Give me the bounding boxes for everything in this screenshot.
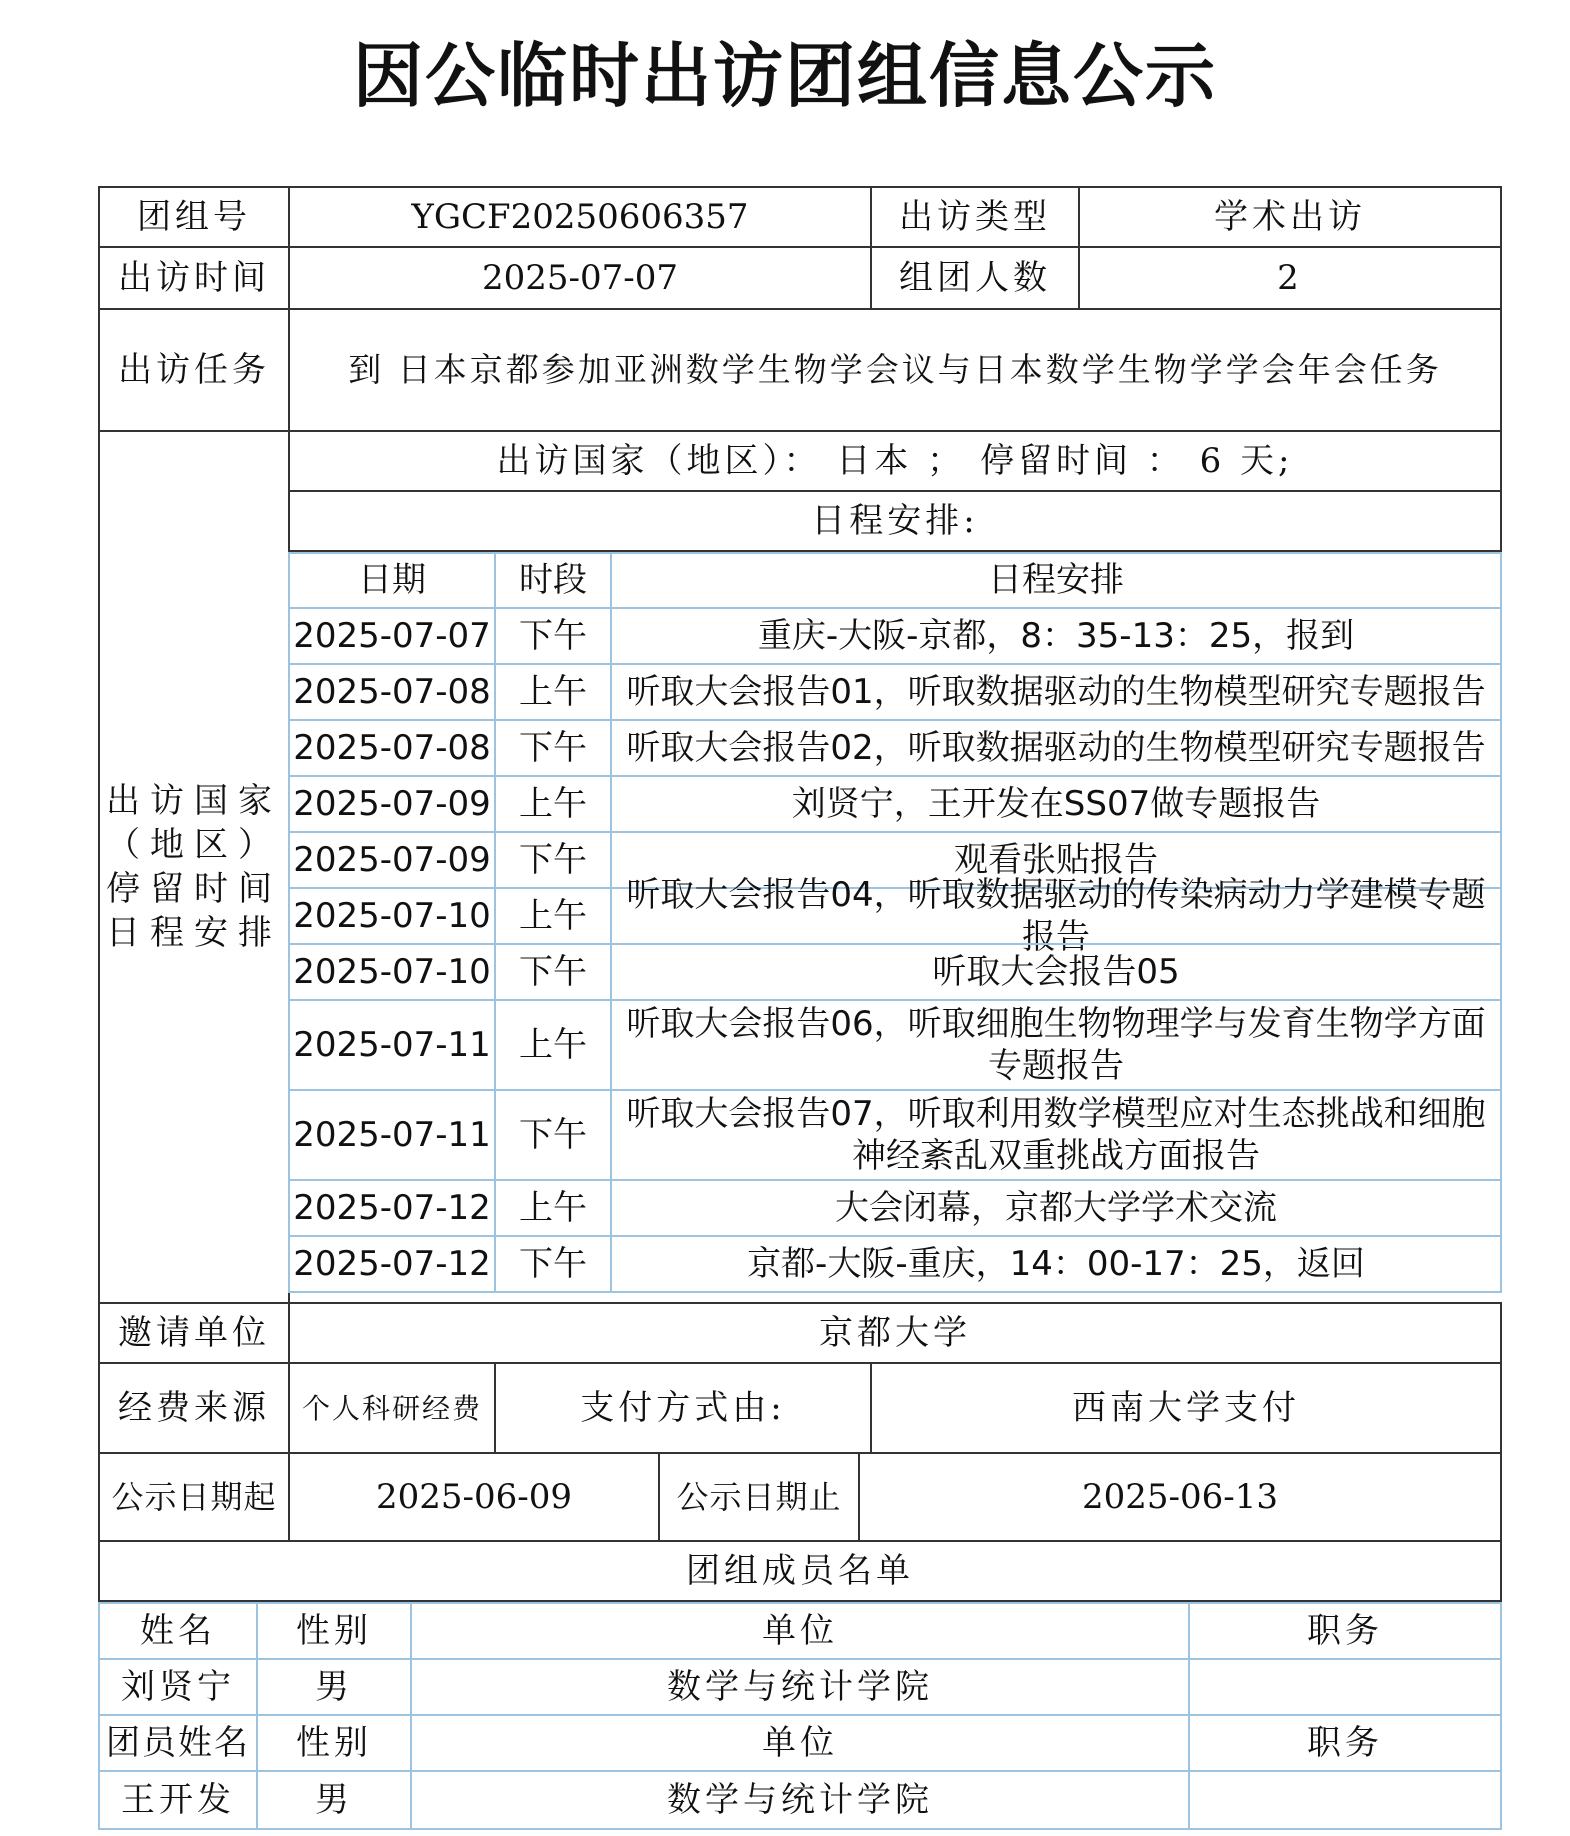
schedule-row-period: 上午 xyxy=(494,1179,612,1237)
leader-name: 刘贤宁 xyxy=(98,1658,258,1716)
schedule-row-period: 下午 xyxy=(494,1235,612,1293)
schedule-title: 日程安排: xyxy=(288,490,1502,552)
funding-value: 个人科研经费 xyxy=(288,1362,496,1454)
itinerary-side-label xyxy=(98,430,290,1304)
member-name: 王开发 xyxy=(98,1770,258,1830)
schedule-row-date: 2025-07-12 xyxy=(288,1235,496,1293)
schedule-row-period: 下午 xyxy=(494,1089,612,1181)
schedule-row-date: 2025-07-11 xyxy=(288,1089,496,1181)
leader-header-name: 姓名 xyxy=(98,1602,258,1660)
schedule-row-date: 2025-07-10 xyxy=(288,887,496,945)
member-header-position: 职务 xyxy=(1188,1714,1502,1772)
visit-time-value: 2025-07-07 xyxy=(288,246,872,310)
page-title: 因公临时出访团组信息公示 xyxy=(353,35,1217,117)
schedule-row-period: 下午 xyxy=(494,607,612,665)
schedule-row-date: 2025-07-11 xyxy=(288,999,496,1091)
schedule-row-content: 听取大会报告06，听取细胞生物物理学与发育生物学方面专题报告 xyxy=(610,999,1502,1091)
member-unit: 数学与统计学院 xyxy=(410,1770,1190,1830)
schedule-row-period: 上午 xyxy=(494,663,612,721)
visit-type-value: 学术出访 xyxy=(1078,186,1502,248)
schedule-row-period: 上午 xyxy=(494,887,612,945)
schedule-header-date: 日期 xyxy=(288,552,496,609)
side-label-line: 出访国家 xyxy=(106,780,282,821)
group-no-label: 团组号 xyxy=(98,186,290,248)
schedule-row-date: 2025-07-09 xyxy=(288,775,496,833)
schedule-row-content: 听取大会报告04，听取数据驱动的传染病动力学建模专题报告 xyxy=(610,887,1502,945)
member-header-name: 团员姓名 xyxy=(98,1714,258,1772)
pay-label: 支付方式由: xyxy=(494,1362,872,1454)
schedule-row-content: 大会闭幕，京都大学学术交流 xyxy=(610,1179,1502,1237)
side-label-line: （地区） xyxy=(106,824,282,865)
notice-end-label: 公示日期止 xyxy=(658,1452,860,1542)
group-size-label: 组团人数 xyxy=(870,246,1080,310)
leader-position xyxy=(1188,1658,1502,1716)
leader-unit: 数学与统计学院 xyxy=(410,1658,1190,1716)
schedule-row-period: 下午 xyxy=(494,831,612,889)
schedule-row-period: 上午 xyxy=(494,775,612,833)
schedule-row-period: 上午 xyxy=(494,999,612,1091)
schedule-row-content: 听取大会报告01，听取数据驱动的生物模型研究专题报告 xyxy=(610,663,1502,721)
inviter-value: 京都大学 xyxy=(288,1302,1502,1364)
inviter-label: 邀请单位 xyxy=(98,1302,290,1364)
schedule-row-date: 2025-07-07 xyxy=(288,607,496,665)
group-size-value: 2 xyxy=(1078,246,1502,310)
task-label: 出访任务 xyxy=(98,308,290,432)
visit-type-label: 出访类型 xyxy=(870,186,1080,248)
leader-header-gender: 性别 xyxy=(256,1602,412,1660)
leader-header-unit: 单位 xyxy=(410,1602,1190,1660)
schedule-row-date: 2025-07-09 xyxy=(288,831,496,889)
leader-gender: 男 xyxy=(256,1658,412,1716)
members-title: 团组成员名单 xyxy=(98,1540,1502,1602)
schedule-row-date: 2025-07-12 xyxy=(288,1179,496,1237)
schedule-row-content: 重庆-大阪-京都，8：35-13：25，报到 xyxy=(610,607,1502,665)
schedule-row-date: 2025-07-08 xyxy=(288,719,496,777)
schedule-row-content: 刘贤宁，王开发在SS07做专题报告 xyxy=(610,775,1502,833)
notice-start-value: 2025-06-09 xyxy=(288,1452,660,1542)
schedule-row-content: 听取大会报告07，听取利用数学模型应对生态挑战和细胞神经紊乱双重挑战方面报告 xyxy=(610,1089,1502,1181)
task-value: 到 日本京都参加亚洲数学生物学会议与日本数学生物学学会年会任务 xyxy=(288,308,1502,432)
member-header-gender: 性别 xyxy=(256,1714,412,1772)
notice-start-label: 公示日期起 xyxy=(98,1452,290,1542)
schedule-row-content: 听取大会报告05 xyxy=(610,943,1502,1001)
notice-end-value: 2025-06-13 xyxy=(858,1452,1502,1542)
funding-label: 经费来源 xyxy=(98,1362,290,1454)
member-gender: 男 xyxy=(256,1770,412,1830)
side-label-line: 停留时间 xyxy=(106,869,282,909)
schedule-row-content: 听取大会报告02，听取数据驱动的生物模型研究专题报告 xyxy=(610,719,1502,777)
schedule-row-period: 下午 xyxy=(494,719,612,777)
country-stay: 出访国家（地区）： 日本 ； 停留时间 ： 6 天; xyxy=(288,430,1502,492)
schedule-header-period: 时段 xyxy=(494,552,612,609)
schedule-row-date: 2025-07-10 xyxy=(288,943,496,1001)
schedule-row-period: 下午 xyxy=(494,943,612,1001)
leader-header-position: 职务 xyxy=(1188,1602,1502,1660)
member-position xyxy=(1188,1770,1502,1830)
pay-value: 西南大学支付 xyxy=(870,1362,1502,1454)
schedule-row-content: 京都-大阪-重庆，14：00-17：25，返回 xyxy=(610,1235,1502,1293)
group-no-value: YGCF20250606357 xyxy=(288,186,872,248)
member-header-unit: 单位 xyxy=(410,1714,1190,1772)
schedule-header-content: 日程安排 xyxy=(610,552,1502,609)
side-label-line: 日程安排 xyxy=(106,913,282,954)
schedule-row-date: 2025-07-08 xyxy=(288,663,496,721)
visit-time-label: 出访时间 xyxy=(98,246,290,310)
schedule-row-content: 观看张贴报告 xyxy=(610,831,1502,889)
